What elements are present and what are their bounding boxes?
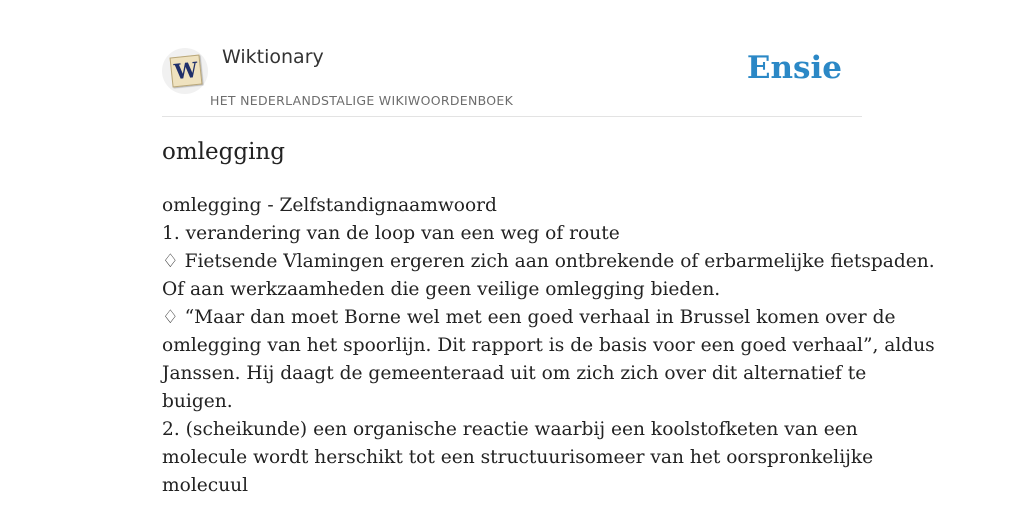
definition-2-line-3: molecuul bbox=[162, 475, 249, 496]
definition-1: 1. verandering van de loop van een weg of route bbox=[162, 223, 620, 244]
ensie-brand-logo[interactable]: Ensie bbox=[746, 50, 842, 86]
definition-2-line-1: 2. (scheikunde) een organische reactie waarbij een koolstofketen van een bbox=[162, 419, 858, 440]
example-1-line-2: Of aan werkzaamheden die geen veilige omlegging bieden. bbox=[162, 279, 721, 300]
example-2-line-4: buigen. bbox=[162, 391, 233, 412]
site-header bbox=[162, 0, 862, 117]
entry-definition bbox=[162, 192, 935, 500]
site-subtitle: HET NEDERLANDSTALIGE WIKIWOORDENBOEK bbox=[210, 93, 514, 108]
example-2-line-2: omlegging van het spoorlijn. Dit rapport is de basis voor een goed verhaal”, aldus bbox=[162, 335, 935, 356]
example-1-line-1: ♢ Fietsende Vlamingen ergeren zich aan ontbrekende of erbarmelijke fietspaden. bbox=[162, 251, 935, 272]
wiktionary-logo[interactable] bbox=[162, 48, 208, 94]
example-2-line-3: Janssen. Hij daagt de gemeenteraad uit om zich zich over dit alternatief te bbox=[162, 363, 867, 384]
page-container bbox=[162, 0, 935, 496]
example-2-line-1: ♢ “Maar dan moet Borne wel met een goed verhaal in Brussel komen over de bbox=[162, 307, 896, 328]
site-name-link[interactable]: Wiktionary bbox=[222, 46, 324, 68]
entry-title: omlegging bbox=[162, 139, 285, 165]
definition-2-line-2: molecule wordt herschikt tot een structuurisomeer van het oorspronkelijke bbox=[162, 447, 874, 468]
entry-headline: omlegging - Zelfstandignaamwoord bbox=[162, 195, 497, 216]
wiktionary-logo-icon: W bbox=[170, 55, 203, 88]
